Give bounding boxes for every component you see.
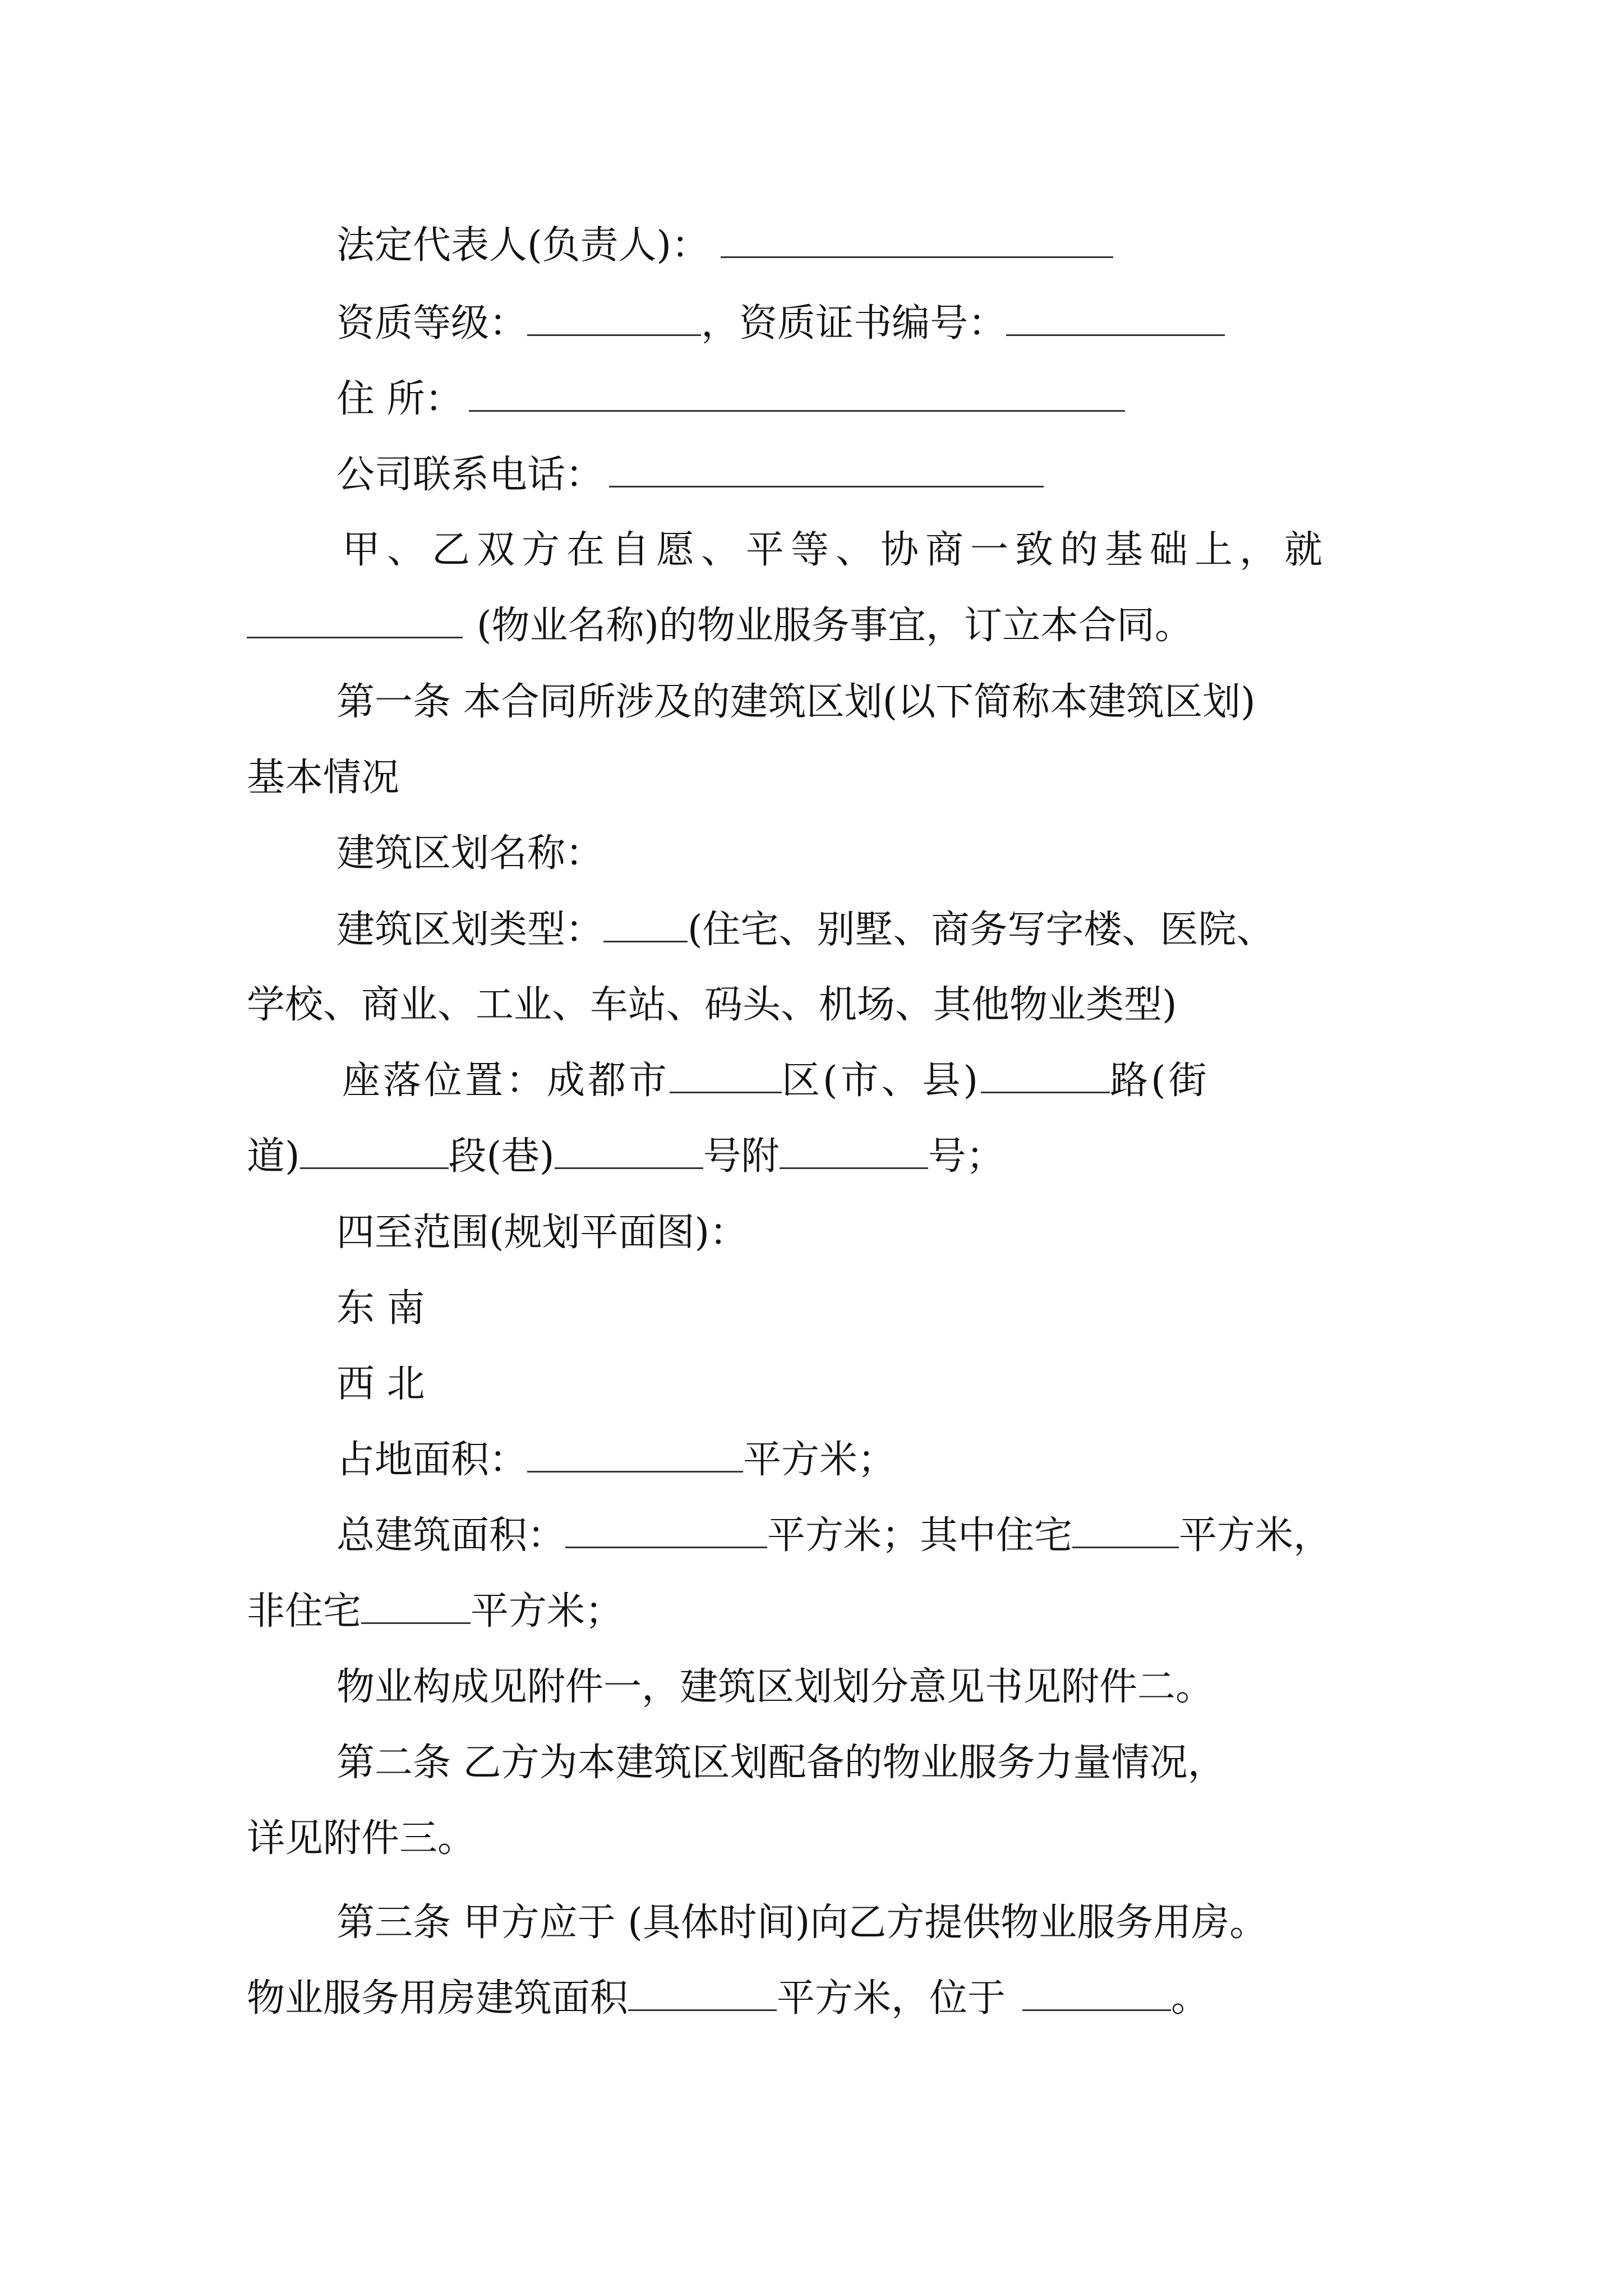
non-residential-area-blank[interactable] [361, 1588, 471, 1624]
article-3-line-2 [247, 1971, 1209, 2027]
service-room-location-blank[interactable] [1022, 1975, 1171, 2011]
residential-area-blank[interactable] [1072, 1512, 1179, 1548]
service-room-area-label: 物业服务用房建筑面积 [247, 1976, 629, 2021]
number-blank[interactable] [555, 1133, 703, 1169]
legal-representative-line [336, 218, 1113, 274]
total-building-area-line [336, 1508, 1331, 1564]
boundary-west-north: 西 北 [336, 1362, 425, 1406]
section-blank[interactable] [300, 1133, 449, 1169]
company-phone-label: 公司联系电话： [336, 453, 604, 497]
certificate-number-blank[interactable] [1006, 300, 1225, 336]
zone-type-blank[interactable] [603, 906, 688, 942]
residential-area-label: 平方米；其中住宅 [767, 1513, 1073, 1558]
location-city-label: 座落位置：成都市 [342, 1059, 670, 1103]
boundary-label: 四至范围(规划平面图)： [336, 1211, 748, 1255]
land-area-unit: 平方米； [743, 1438, 896, 1482]
article-3-line-1: 第三条 甲方应于 (具体时间)向乙方提供物业服务用房。 [336, 1901, 1268, 1945]
address-label: 住 所： [336, 377, 463, 421]
road-label: 路(街 [1110, 1059, 1210, 1103]
zone-name-label: 建筑区划名称： [336, 831, 604, 876]
number-label: 号附 [703, 1134, 780, 1179]
qualification-grade-blank[interactable] [527, 300, 701, 336]
total-building-area-label: 总建筑面积： [336, 1513, 566, 1558]
qualification-grade-label: 资质等级： [336, 301, 528, 346]
address-line [336, 371, 1125, 427]
article-1-title-line-2: 基本情况 [247, 756, 400, 800]
sub-number-label: 号； [928, 1134, 1004, 1179]
district-blank[interactable] [670, 1057, 782, 1093]
non-residential-area-unit: 平方米； [471, 1589, 624, 1634]
zone-type-label: 建筑区划类型： [336, 908, 604, 952]
company-phone-blank[interactable] [609, 451, 1044, 487]
service-room-area-blank[interactable] [628, 1975, 777, 2011]
article-2-line-2: 详见附件三。 [247, 1816, 476, 1861]
location-line-1 [342, 1053, 1210, 1109]
land-area-label: 占地面积： [336, 1438, 528, 1482]
zone-type-options: (住宅、别墅、商务写字楼、医院、 [688, 908, 1275, 952]
article-2-line-1: 第二条 乙方为本建筑区划配备的物业服务力量情况， [336, 1741, 1226, 1785]
residential-area-unit: 平方米， [1179, 1513, 1332, 1558]
legal-representative-label: 法定代表人(负责人)： [336, 223, 710, 268]
legal-representative-blank[interactable] [721, 222, 1113, 258]
land-area-blank[interactable] [527, 1436, 743, 1473]
location-line-2 [247, 1129, 1004, 1185]
paragraph-agreement-line-2 [247, 598, 1193, 654]
zone-type-line [336, 902, 1275, 958]
property-name-blank[interactable] [247, 602, 463, 638]
period-mark: 。 [1171, 1976, 1210, 2021]
section-label: 段(巷) [448, 1134, 555, 1179]
non-residential-area-label: 非住宅 [247, 1589, 362, 1634]
land-area-line [336, 1432, 896, 1488]
total-building-area-blank[interactable] [565, 1512, 767, 1548]
certificate-number-label: ，资质证书编号： [701, 301, 1007, 346]
road-blank[interactable] [981, 1057, 1110, 1093]
non-residential-area-line [247, 1584, 623, 1640]
property-name-text: (物业名称)的物业服务事宜，订立本合同。 [477, 604, 1193, 648]
property-composition-note: 物业构成见附件一，建筑区划划分意见书见附件二。 [336, 1665, 1214, 1709]
service-room-location-label: 平方米，位于 [777, 1976, 1006, 2021]
article-1-title-line-1: 第一条 本合同所涉及的建筑区划(以下简称本建筑区划) [336, 680, 1256, 724]
qualification-line [336, 296, 1225, 352]
zone-type-options-continued: 学校、商业、工业、车站、码头、机场、其他物业类型) [247, 983, 1177, 1027]
street-label: 道) [247, 1134, 300, 1179]
address-blank[interactable] [469, 375, 1125, 412]
district-label: 区(市、县) [782, 1059, 981, 1103]
company-phone-line [336, 447, 1044, 503]
boundary-east-south: 东 南 [336, 1286, 425, 1331]
paragraph-agreement-line-1: 甲、乙双方在自愿、平等、协商一致的基础上，就 [342, 528, 1330, 572]
sub-number-blank[interactable] [780, 1133, 928, 1169]
